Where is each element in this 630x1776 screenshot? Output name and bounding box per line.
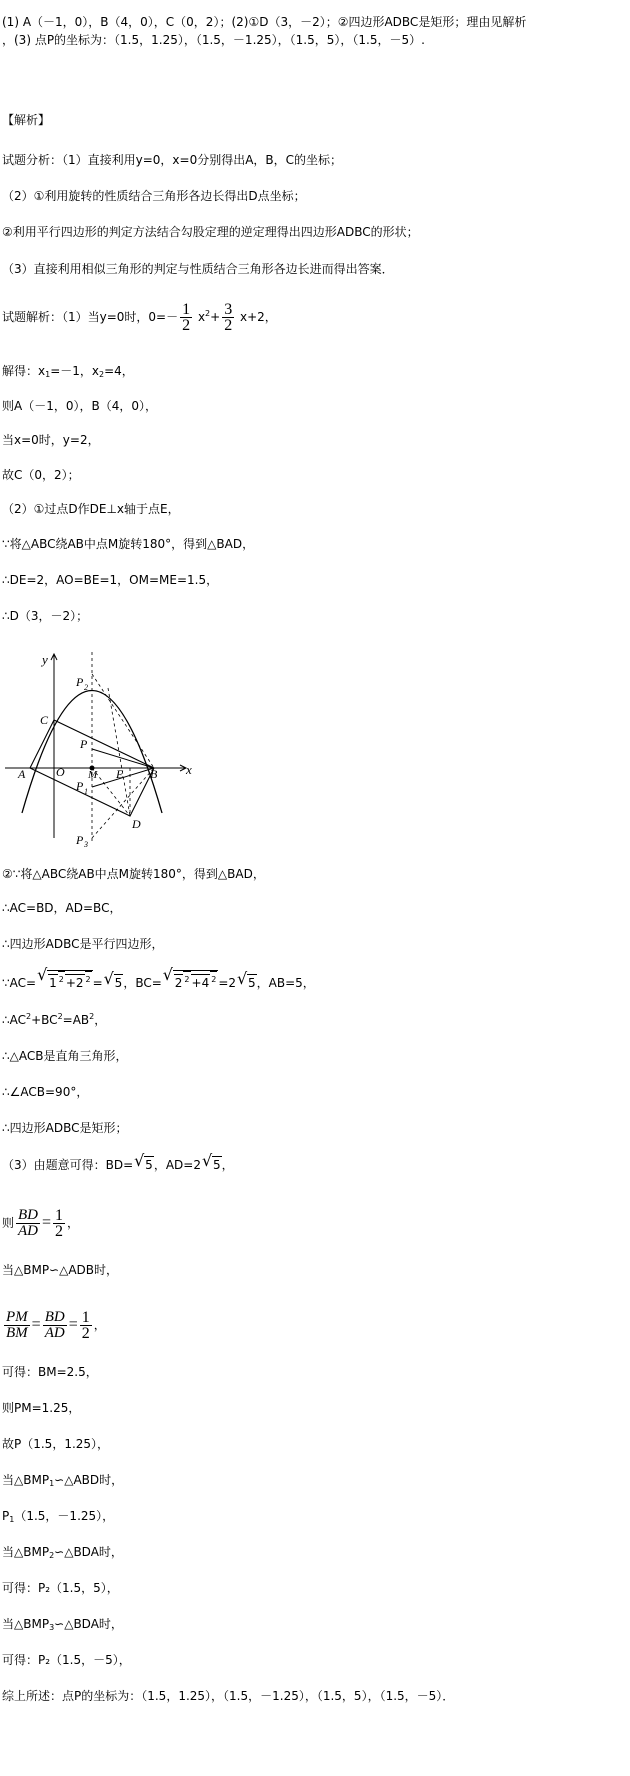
length-line: ∵AC=√ 1 2 +2 2 =√ 5，BC=√ 2 2 +4 2 =2√ 5，AB=5， bbox=[2, 970, 315, 991]
sqrt: √ 5 bbox=[238, 974, 257, 991]
label-p1: P bbox=[76, 779, 84, 793]
solution-line: 当$\triangle BMP_1∽\triangle ABD$时， bbox=[2, 1473, 124, 1488]
answer-line-2: ，(3) 点P的坐标为：（1.5，1.25），（1.5，－1.25），（1.5，5），（1.5，－5）. bbox=[2, 33, 425, 47]
label-p2-sub: 2 bbox=[84, 683, 88, 692]
solution-line: $P_1(1.5$，－1.25）， bbox=[2, 1509, 115, 1524]
label-b: B bbox=[150, 767, 158, 781]
label-c: C bbox=[40, 713, 49, 727]
sqrt: √ 5 bbox=[105, 974, 124, 991]
label-d: D bbox=[132, 817, 141, 831]
dashed-m-d bbox=[92, 768, 130, 816]
solution-line: ∴AC=BD，AD=BC， bbox=[2, 901, 122, 915]
solution-line: 则PM=1.25， bbox=[2, 1401, 81, 1415]
ratio-line: 则 $\frac{BD}{AD}$ = $\frac{1}{2}$ ， bbox=[2, 1207, 80, 1240]
solution-line: ∴△ACB是直角三角形， bbox=[2, 1049, 128, 1063]
solution-line: （2）①过点D作DE⊥x轴于点E， bbox=[2, 502, 180, 516]
solution-line: ∴四边形ADBC是平行四边形， bbox=[2, 937, 164, 951]
ratio-line: $\frac{PM}{BM}$ = $\frac{BD}{AD}$ = $\frac{1}{2}$ ， bbox=[6, 1309, 106, 1342]
answer-line-1: (1) A（－1，0），B（4，0），C（0，2）；(2)①D（3，－2）；②四边形ADBC是矩形；理由见解析 bbox=[2, 15, 527, 29]
label-p: P bbox=[80, 737, 88, 751]
analysis-heading: 【解析】 bbox=[2, 113, 51, 127]
fraction: $\frac{BD}{AD}$ bbox=[18, 1207, 39, 1239]
fraction: $\frac{1}{2}$ bbox=[55, 1207, 64, 1240]
analysis-line: （2）①利用旋转的性质结合三角形各边长得出D点坐标； bbox=[2, 189, 306, 203]
sqrt: √ 5 bbox=[135, 1156, 154, 1173]
dashed-p2-p bbox=[108, 688, 130, 816]
dashed-b-p2 bbox=[92, 674, 154, 768]
solution-line: ∴D（3，－2）； bbox=[2, 609, 89, 623]
label-p3-sub: 3 bbox=[84, 840, 88, 848]
solution-line: 则A（－1，0），B（4，0）， bbox=[2, 399, 157, 413]
label-m: M bbox=[88, 769, 98, 781]
solution-line: 可得：P₂（1.5，－5）， bbox=[2, 1653, 131, 1667]
analysis-line: ②利用平行四边形的判定方法结合勾股定理的逆定理得出四边形ADBC的形状； bbox=[2, 225, 419, 239]
pythagoras-line: $\therefore AC^2+BC^2=AB^2$， bbox=[2, 1012, 107, 1027]
solution-line: ∴四边形ADBC是矩形； bbox=[2, 1121, 128, 1135]
fraction: $\frac{1}{2}$ bbox=[182, 301, 191, 334]
fraction: $\frac{PM}{BM}$ bbox=[6, 1309, 28, 1341]
conclusion-line: 综上所述：点P的坐标为：（1.5，1.25），（1.5，－1.25），（1.5，5），（1.5，－5）． bbox=[2, 1689, 455, 1703]
solution-line: ②∵将△ABC绕AB中点M旋转180°，得到△BAD， bbox=[2, 867, 265, 881]
sqrt: √ 5 bbox=[203, 1156, 222, 1173]
solution-line: 当$\triangle BMP_2∽\triangle BDA$时， bbox=[2, 1545, 123, 1560]
sqrt: √ 2 2 +4 2 bbox=[164, 970, 219, 991]
solution-line: 当△BMP∽△ADB时， bbox=[2, 1263, 119, 1277]
label-o: O bbox=[56, 765, 65, 779]
fraction: $\frac{3}{2}$ bbox=[224, 301, 233, 334]
analysis-line: （3）直接利用相似三角形的判定与性质结合三角形各边长进而得出答案． bbox=[2, 262, 394, 276]
label-x: x bbox=[186, 762, 192, 777]
equation-line: 试题解析：（1）当y=0时，0=－ $\frac{1}{2}$ $x^2+$ $\frac{3}{2}$ x+2， bbox=[2, 301, 277, 334]
label-a: A bbox=[18, 767, 26, 781]
sqrt: √ 1 2 +2 2 bbox=[38, 970, 93, 991]
solution-line: （3）由题意可得：BD=√ 5，AD=2√ 5， bbox=[2, 1156, 234, 1173]
solution-line: ∵将△ABC绕AB中点M旋转180°，得到△BAD， bbox=[2, 537, 255, 551]
solution-line: 故P（1.5，1.25）， bbox=[2, 1437, 110, 1451]
geometry-figure bbox=[0, 648, 200, 848]
fraction: $\frac{BD}{AD}$ bbox=[44, 1309, 65, 1341]
label-y: y bbox=[42, 652, 48, 667]
label-p1-sub: 1 bbox=[84, 787, 88, 796]
solution-line: 故C（0，2）； bbox=[2, 468, 80, 482]
solution-line: ∴∠ACB=90°， bbox=[2, 1085, 89, 1099]
solution-line: 当$\triangle BMP_3∽\triangle BDA$时， bbox=[2, 1617, 123, 1632]
fraction: $\frac{1}{2}$ bbox=[81, 1309, 90, 1342]
roots-line: 解得：$x_1=-1$，$x_2=4$， bbox=[2, 364, 134, 379]
label-p3: P bbox=[76, 833, 84, 847]
solution-line: ∴DE=2，AO=BE=1，OM=ME=1.5， bbox=[2, 573, 219, 587]
solution-line: 当x=0时，y=2， bbox=[2, 433, 100, 447]
solution-line: 可得：BM=2.5， bbox=[2, 1365, 98, 1379]
label-e: E bbox=[116, 767, 124, 781]
solution-line: 可得：P₂（1.5，5）， bbox=[2, 1581, 119, 1595]
label-p2: P bbox=[76, 675, 84, 689]
analysis-line: 试题分析：（1）直接利用y=0，x=0分别得出A，B，C的坐标； bbox=[2, 153, 343, 167]
